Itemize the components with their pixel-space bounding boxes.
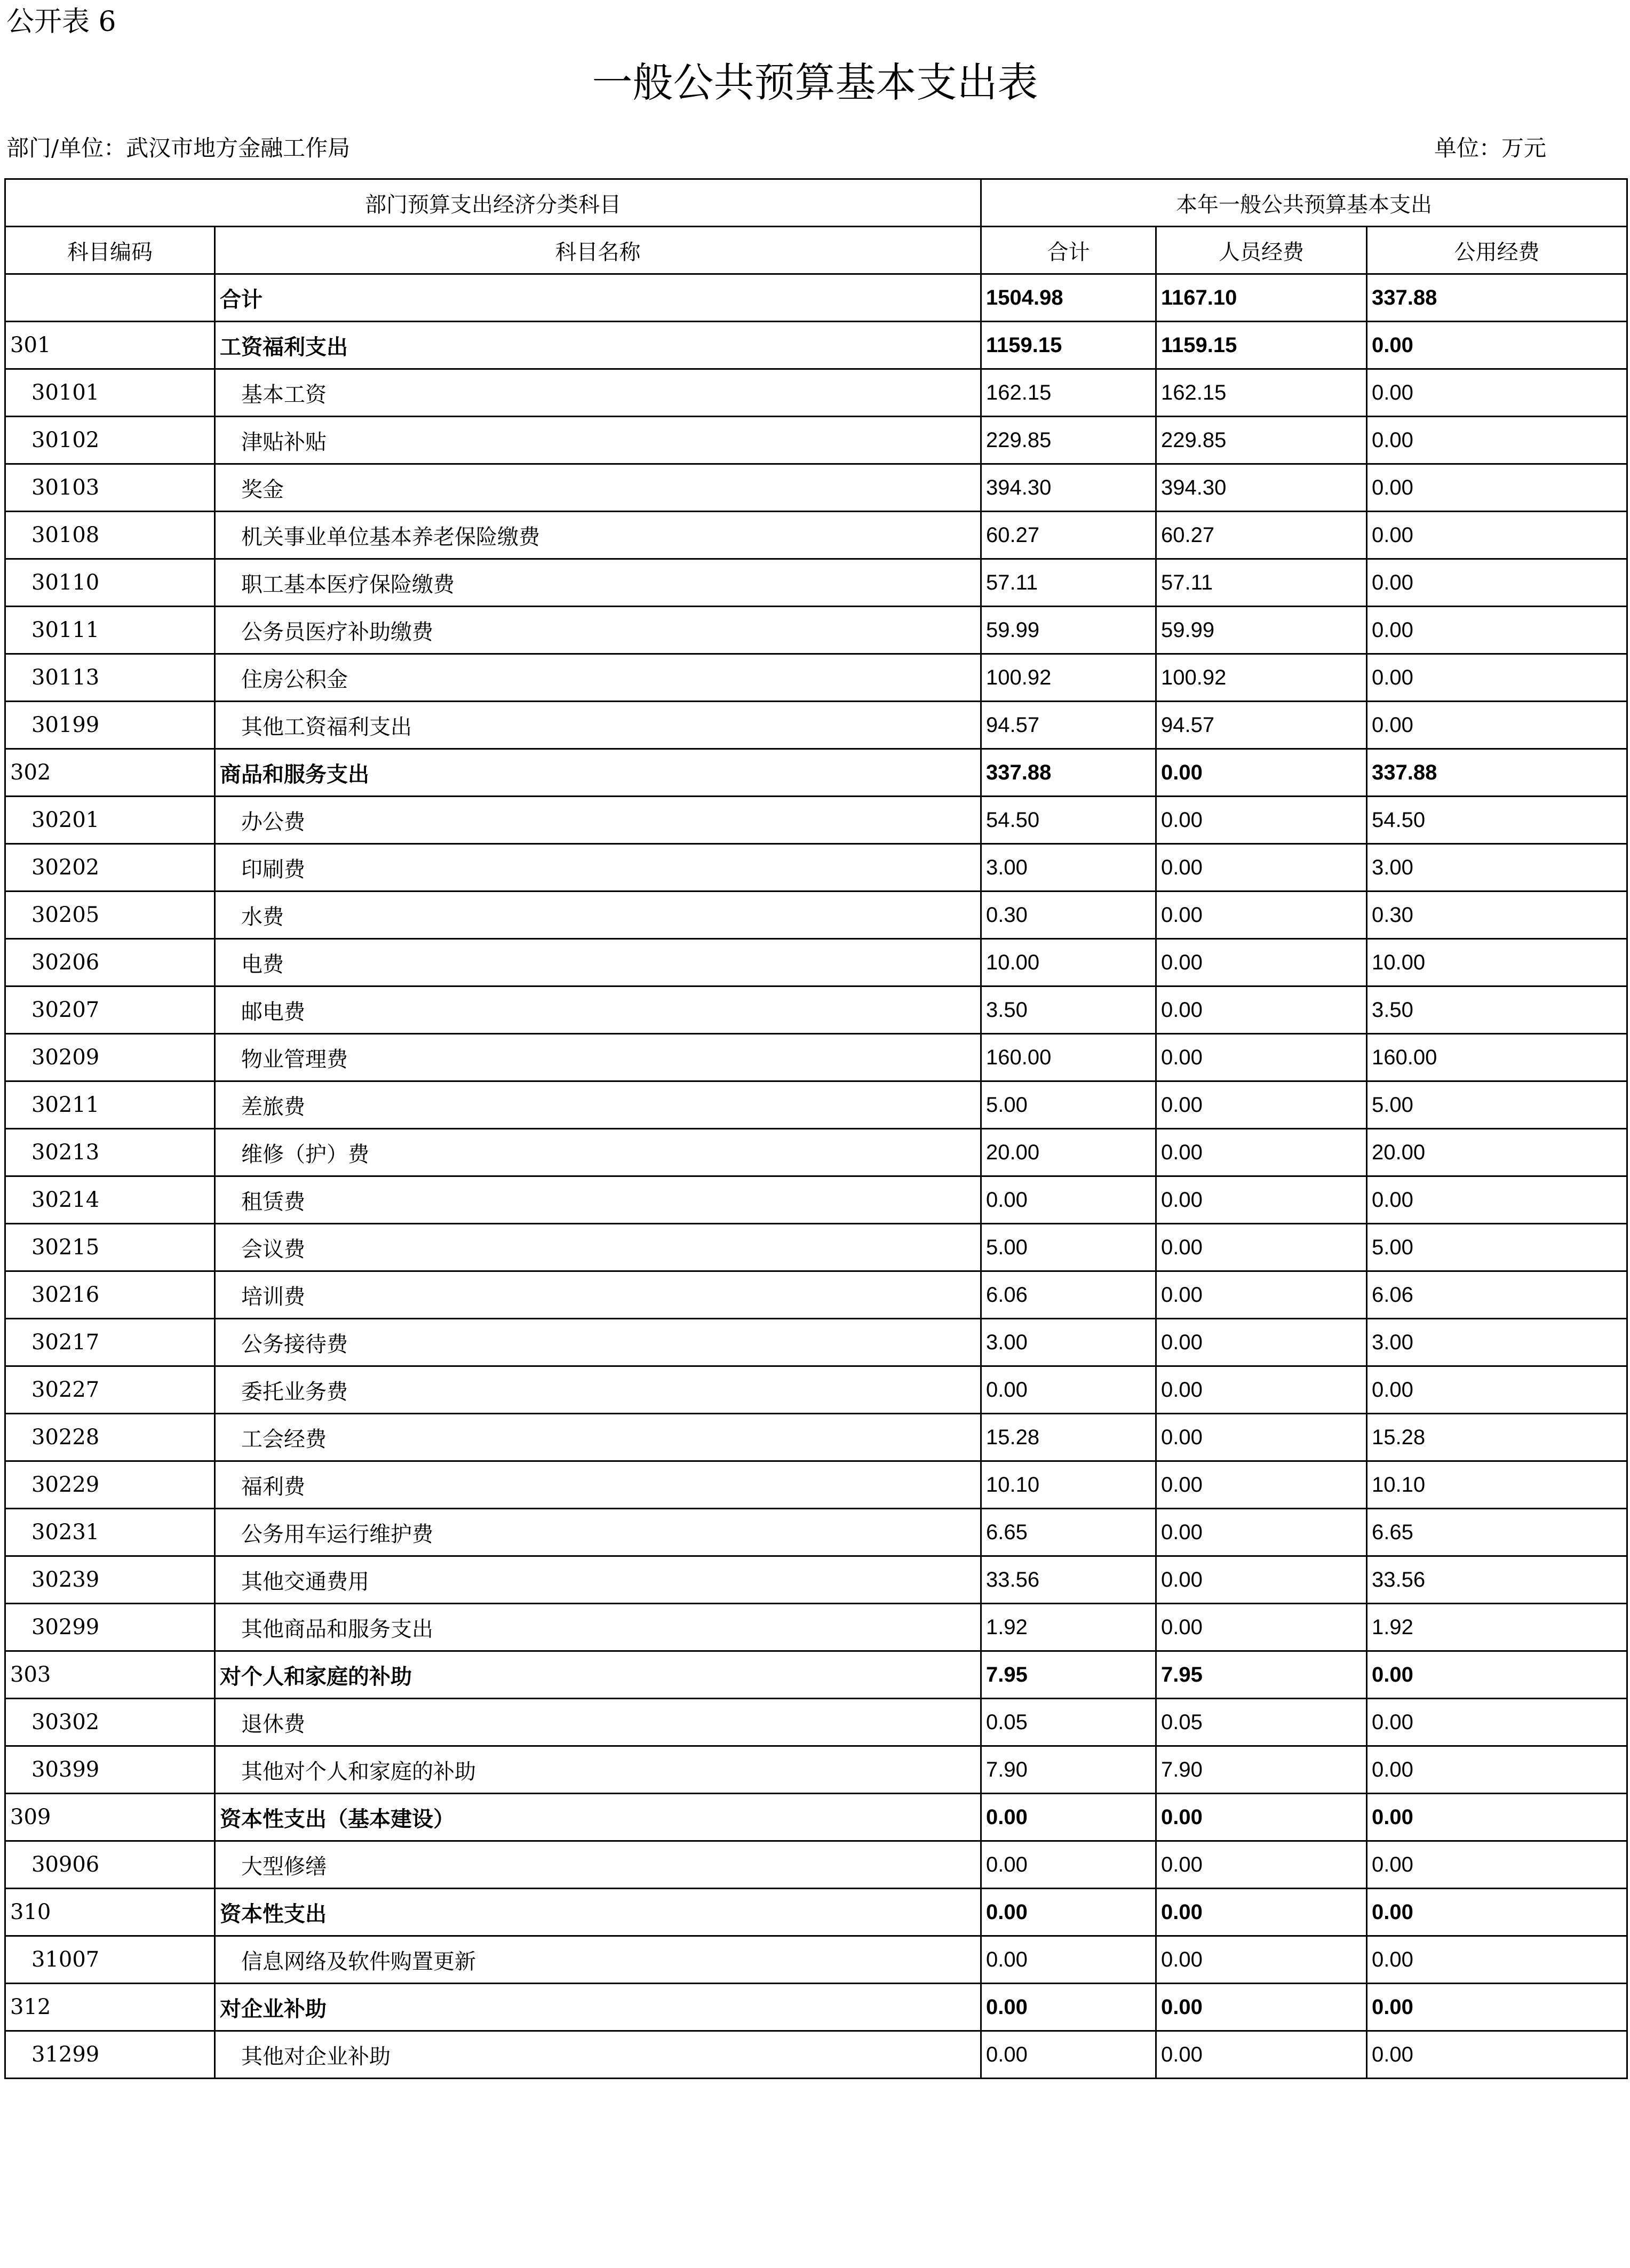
cell-total: 1159.15 (981, 322, 1156, 369)
cell-personnel: 229.85 (1156, 417, 1367, 464)
cell-code: 30201 (5, 797, 215, 844)
cell-total: 0.00 (981, 2031, 1156, 2079)
cell-personnel: 0.00 (1156, 749, 1367, 797)
category-row (5, 749, 1627, 797)
cell-code: 30299 (5, 1604, 215, 1651)
cell-public: 160.00 (1367, 1034, 1627, 1081)
cell-code: 303 (5, 1651, 215, 1699)
cell-total: 1.92 (981, 1604, 1156, 1651)
cell-public: 54.50 (1367, 797, 1627, 844)
cell-personnel: 394.30 (1156, 464, 1367, 512)
cell-name: 对个人和家庭的补助 (215, 1651, 981, 1699)
cell-code: 30206 (5, 939, 215, 986)
cell-personnel: 60.27 (1156, 512, 1367, 559)
cell-personnel: 0.00 (1156, 1461, 1367, 1509)
cell-code: 30113 (5, 654, 215, 702)
cell-name: 对企业补助 (215, 1984, 981, 2031)
cell-code: 30111 (5, 607, 215, 654)
group-header-classification: 部门预算支出经济分类科目 (5, 179, 981, 227)
cell-public: 0.00 (1367, 1794, 1627, 1841)
cell-public: 0.00 (1367, 1176, 1627, 1224)
table-row (5, 464, 1627, 512)
cell-name: 其他交通费用 (215, 1556, 981, 1604)
cell-public: 33.56 (1367, 1556, 1627, 1604)
cell-public: 0.00 (1367, 1984, 1627, 2031)
cell-total: 162.15 (981, 369, 1156, 417)
cell-total: 10.00 (981, 939, 1156, 986)
table-row (5, 1081, 1627, 1129)
table-row (5, 1129, 1627, 1176)
cell-code: 30239 (5, 1556, 215, 1604)
table-row (5, 844, 1627, 892)
table-row (5, 1841, 1627, 1889)
cell-public: 0.00 (1367, 702, 1627, 749)
cell-code: 30102 (5, 417, 215, 464)
cell-code: 310 (5, 1889, 215, 1936)
cell-personnel: 0.00 (1156, 939, 1367, 986)
cell-personnel: 59.99 (1156, 607, 1367, 654)
category-row (5, 1889, 1627, 1936)
cell-name: 机关事业单位基本养老保险缴费 (215, 512, 981, 559)
cell-code: 30110 (5, 559, 215, 607)
cell-total: 6.65 (981, 1509, 1156, 1556)
cell-personnel: 0.00 (1156, 1081, 1367, 1129)
cell-personnel: 0.00 (1156, 1176, 1367, 1224)
cell-public: 0.00 (1367, 654, 1627, 702)
group-header-basic-expenditure: 本年一般公共预算基本支出 (981, 179, 1627, 227)
cell-total: 7.90 (981, 1746, 1156, 1794)
table-row (5, 1746, 1627, 1794)
table-row (5, 1034, 1627, 1081)
table-row (5, 1224, 1627, 1271)
cell-public: 0.00 (1367, 1936, 1627, 1984)
cell-name: 水费 (215, 892, 981, 939)
cell-total: 160.00 (981, 1034, 1156, 1081)
group-header-row (5, 179, 1627, 227)
table-row (5, 417, 1627, 464)
cell-total: 0.00 (981, 1889, 1156, 1936)
cell-public: 10.10 (1367, 1461, 1627, 1509)
cell-personnel: 0.00 (1156, 986, 1367, 1034)
cell-code: 30231 (5, 1509, 215, 1556)
cell-name: 奖金 (215, 464, 981, 512)
cell-personnel: 1159.15 (1156, 322, 1367, 369)
cell-name: 工资福利支出 (215, 322, 981, 369)
table-row (5, 986, 1627, 1034)
table-row (5, 1319, 1627, 1366)
cell-total: 54.50 (981, 797, 1156, 844)
column-header-name: 科目名称 (215, 227, 981, 274)
cell-personnel: 0.00 (1156, 1366, 1367, 1414)
table-row (5, 1556, 1627, 1604)
cell-code: 301 (5, 322, 215, 369)
cell-personnel: 94.57 (1156, 702, 1367, 749)
table-row (5, 1414, 1627, 1461)
cell-public: 3.00 (1367, 1319, 1627, 1366)
table-row (5, 1461, 1627, 1509)
cell-name: 资本性支出 (215, 1889, 981, 1936)
column-header-personnel: 人员经费 (1156, 227, 1367, 274)
cell-public: 6.06 (1367, 1271, 1627, 1319)
cell-code: 302 (5, 749, 215, 797)
table-row (5, 1604, 1627, 1651)
table-row (5, 2031, 1627, 2079)
column-header-public: 公用经费 (1367, 227, 1627, 274)
table-row (5, 607, 1627, 654)
cell-public: 0.00 (1367, 1366, 1627, 1414)
cell-name: 公务用车运行维护费 (215, 1509, 981, 1556)
cell-code: 30229 (5, 1461, 215, 1509)
cell-public: 1.92 (1367, 1604, 1627, 1651)
cell-code: 30214 (5, 1176, 215, 1224)
cell-total: 3.00 (981, 844, 1156, 892)
cell-name: 大型修缮 (215, 1841, 981, 1889)
column-header-code: 科目编码 (5, 227, 215, 274)
cell-name: 工会经费 (215, 1414, 981, 1461)
cell-public: 0.00 (1367, 1651, 1627, 1699)
table-label: 公开表 6 (6, 6, 116, 38)
cell-code: 30202 (5, 844, 215, 892)
cell-name: 培训费 (215, 1271, 981, 1319)
cell-public: 0.00 (1367, 369, 1627, 417)
cell-personnel: 0.00 (1156, 1224, 1367, 1271)
cell-name: 会议费 (215, 1224, 981, 1271)
cell-code: 31007 (5, 1936, 215, 1984)
category-row (5, 1651, 1627, 1699)
cell-total: 229.85 (981, 417, 1156, 464)
cell-public: 337.88 (1367, 749, 1627, 797)
cell-public: 0.00 (1367, 607, 1627, 654)
page-title: 一般公共预算基本支出表 (592, 59, 1038, 106)
cell-name: 公务接待费 (215, 1319, 981, 1366)
category-row (5, 322, 1627, 369)
cell-total: 60.27 (981, 512, 1156, 559)
category-row (5, 1984, 1627, 2031)
cell-name: 维修（护）费 (215, 1129, 981, 1176)
cell-total: 0.00 (981, 1366, 1156, 1414)
cell-personnel: 57.11 (1156, 559, 1367, 607)
cell-total: 0.00 (981, 1936, 1156, 1984)
cell-code: 30205 (5, 892, 215, 939)
cell-total: 0.05 (981, 1699, 1156, 1746)
cell-total: 0.30 (981, 892, 1156, 939)
cell-total: 94.57 (981, 702, 1156, 749)
cell-total: 33.56 (981, 1556, 1156, 1604)
cell-name: 公务员医疗补助缴费 (215, 607, 981, 654)
cell-personnel: 7.90 (1156, 1746, 1367, 1794)
cell-public: 0.00 (1367, 1746, 1627, 1794)
cell-total: 3.00 (981, 1319, 1156, 1366)
table-row (5, 1176, 1627, 1224)
cell-personnel: 0.00 (1156, 797, 1367, 844)
cell-total: 15.28 (981, 1414, 1156, 1461)
cell-personnel: 162.15 (1156, 369, 1367, 417)
cell-personnel: 0.00 (1156, 1319, 1367, 1366)
cell-code: 30199 (5, 702, 215, 749)
cell-name: 其他对企业补助 (215, 2031, 981, 2079)
cell-total: 57.11 (981, 559, 1156, 607)
cell-total: 1504.98 (981, 274, 1156, 322)
cell-name: 其他商品和服务支出 (215, 1604, 981, 1651)
cell-public: 0.00 (1367, 322, 1627, 369)
cell-code: 30215 (5, 1224, 215, 1271)
cell-name: 基本工资 (215, 369, 981, 417)
cell-total: 0.00 (981, 1794, 1156, 1841)
cell-name: 职工基本医疗保险缴费 (215, 559, 981, 607)
cell-code: 309 (5, 1794, 215, 1841)
cell-name: 物业管理费 (215, 1034, 981, 1081)
cell-personnel: 0.05 (1156, 1699, 1367, 1746)
cell-code: 30216 (5, 1271, 215, 1319)
cell-public: 3.50 (1367, 986, 1627, 1034)
cell-code: 30302 (5, 1699, 215, 1746)
cell-public: 0.00 (1367, 512, 1627, 559)
cell-personnel: 1167.10 (1156, 274, 1367, 322)
table-row (5, 702, 1627, 749)
budget-table (4, 178, 1628, 2079)
cell-total: 0.00 (981, 1176, 1156, 1224)
table-row (5, 559, 1627, 607)
cell-personnel: 0.00 (1156, 1984, 1367, 2031)
cell-total: 3.50 (981, 986, 1156, 1034)
department-label: 部门/单位：武汉市地方金融工作局 (6, 135, 351, 161)
cell-public: 0.00 (1367, 559, 1627, 607)
table-row (5, 939, 1627, 986)
cell-code: 30108 (5, 512, 215, 559)
table-row (5, 654, 1627, 702)
cell-public: 15.28 (1367, 1414, 1627, 1461)
cell-code (5, 274, 215, 322)
cell-name: 信息网络及软件购置更新 (215, 1936, 981, 1984)
cell-personnel: 0.00 (1156, 1794, 1367, 1841)
unit-label: 单位：万元 (1434, 135, 1547, 161)
cell-total: 337.88 (981, 749, 1156, 797)
cell-name: 邮电费 (215, 986, 981, 1034)
cell-personnel: 0.00 (1156, 1604, 1367, 1651)
cell-code: 30228 (5, 1414, 215, 1461)
cell-public: 5.00 (1367, 1224, 1627, 1271)
cell-code: 30399 (5, 1746, 215, 1794)
cell-name: 福利费 (215, 1461, 981, 1509)
cell-total: 394.30 (981, 464, 1156, 512)
cell-name: 印刷费 (215, 844, 981, 892)
cell-name: 退休费 (215, 1699, 981, 1746)
cell-total: 0.00 (981, 1841, 1156, 1889)
cell-personnel: 0.00 (1156, 844, 1367, 892)
cell-code: 31299 (5, 2031, 215, 2079)
cell-personnel: 0.00 (1156, 1129, 1367, 1176)
table-row (5, 1366, 1627, 1414)
cell-name: 合计 (215, 274, 981, 322)
table-row (5, 1936, 1627, 1984)
cell-total: 5.00 (981, 1081, 1156, 1129)
cell-code: 30211 (5, 1081, 215, 1129)
cell-personnel: 0.00 (1156, 1936, 1367, 1984)
cell-personnel: 0.00 (1156, 1509, 1367, 1556)
cell-public: 0.00 (1367, 2031, 1627, 2079)
table-row (5, 512, 1627, 559)
cell-personnel: 7.95 (1156, 1651, 1367, 1699)
cell-public: 0.00 (1367, 1841, 1627, 1889)
cell-code: 30227 (5, 1366, 215, 1414)
cell-personnel: 0.00 (1156, 1841, 1367, 1889)
cell-public: 337.88 (1367, 274, 1627, 322)
cell-personnel: 0.00 (1156, 1034, 1367, 1081)
cell-public: 10.00 (1367, 939, 1627, 986)
cell-public: 20.00 (1367, 1129, 1627, 1176)
cell-code: 30209 (5, 1034, 215, 1081)
cell-total: 59.99 (981, 607, 1156, 654)
cell-total: 100.92 (981, 654, 1156, 702)
cell-name: 租赁费 (215, 1176, 981, 1224)
cell-total: 6.06 (981, 1271, 1156, 1319)
cell-name: 委托业务费 (215, 1366, 981, 1414)
cell-name: 商品和服务支出 (215, 749, 981, 797)
cell-public: 5.00 (1367, 1081, 1627, 1129)
total-row (5, 274, 1627, 322)
cell-public: 0.00 (1367, 1699, 1627, 1746)
cell-name: 其他对个人和家庭的补助 (215, 1746, 981, 1794)
cell-total: 0.00 (981, 1984, 1156, 2031)
column-header-row (5, 227, 1627, 274)
cell-name: 差旅费 (215, 1081, 981, 1129)
cell-code: 30213 (5, 1129, 215, 1176)
cell-code: 30101 (5, 369, 215, 417)
cell-total: 20.00 (981, 1129, 1156, 1176)
cell-personnel: 100.92 (1156, 654, 1367, 702)
cell-code: 30217 (5, 1319, 215, 1366)
category-row (5, 1794, 1627, 1841)
cell-name: 资本性支出（基本建设） (215, 1794, 981, 1841)
cell-public: 0.30 (1367, 892, 1627, 939)
cell-personnel: 0.00 (1156, 1556, 1367, 1604)
cell-total: 5.00 (981, 1224, 1156, 1271)
table-row (5, 369, 1627, 417)
table-row (5, 1509, 1627, 1556)
table-row (5, 797, 1627, 844)
cell-total: 10.10 (981, 1461, 1156, 1509)
cell-name: 津贴补贴 (215, 417, 981, 464)
cell-total: 7.95 (981, 1651, 1156, 1699)
cell-public: 6.65 (1367, 1509, 1627, 1556)
cell-public: 0.00 (1367, 464, 1627, 512)
cell-code: 30207 (5, 986, 215, 1034)
cell-personnel: 0.00 (1156, 1271, 1367, 1319)
cell-name: 电费 (215, 939, 981, 986)
cell-public: 0.00 (1367, 417, 1627, 464)
cell-personnel: 0.00 (1156, 892, 1367, 939)
cell-public: 0.00 (1367, 1889, 1627, 1936)
table-row (5, 1699, 1627, 1746)
cell-personnel: 0.00 (1156, 1414, 1367, 1461)
column-header-total: 合计 (981, 227, 1156, 274)
table-row (5, 1271, 1627, 1319)
cell-name: 其他工资福利支出 (215, 702, 981, 749)
table-row (5, 892, 1627, 939)
cell-code: 312 (5, 1984, 215, 2031)
cell-personnel: 0.00 (1156, 1889, 1367, 1936)
cell-code: 30103 (5, 464, 215, 512)
cell-name: 住房公积金 (215, 654, 981, 702)
cell-public: 3.00 (1367, 844, 1627, 892)
cell-name: 办公费 (215, 797, 981, 844)
cell-personnel: 0.00 (1156, 2031, 1367, 2079)
cell-code: 30906 (5, 1841, 215, 1889)
